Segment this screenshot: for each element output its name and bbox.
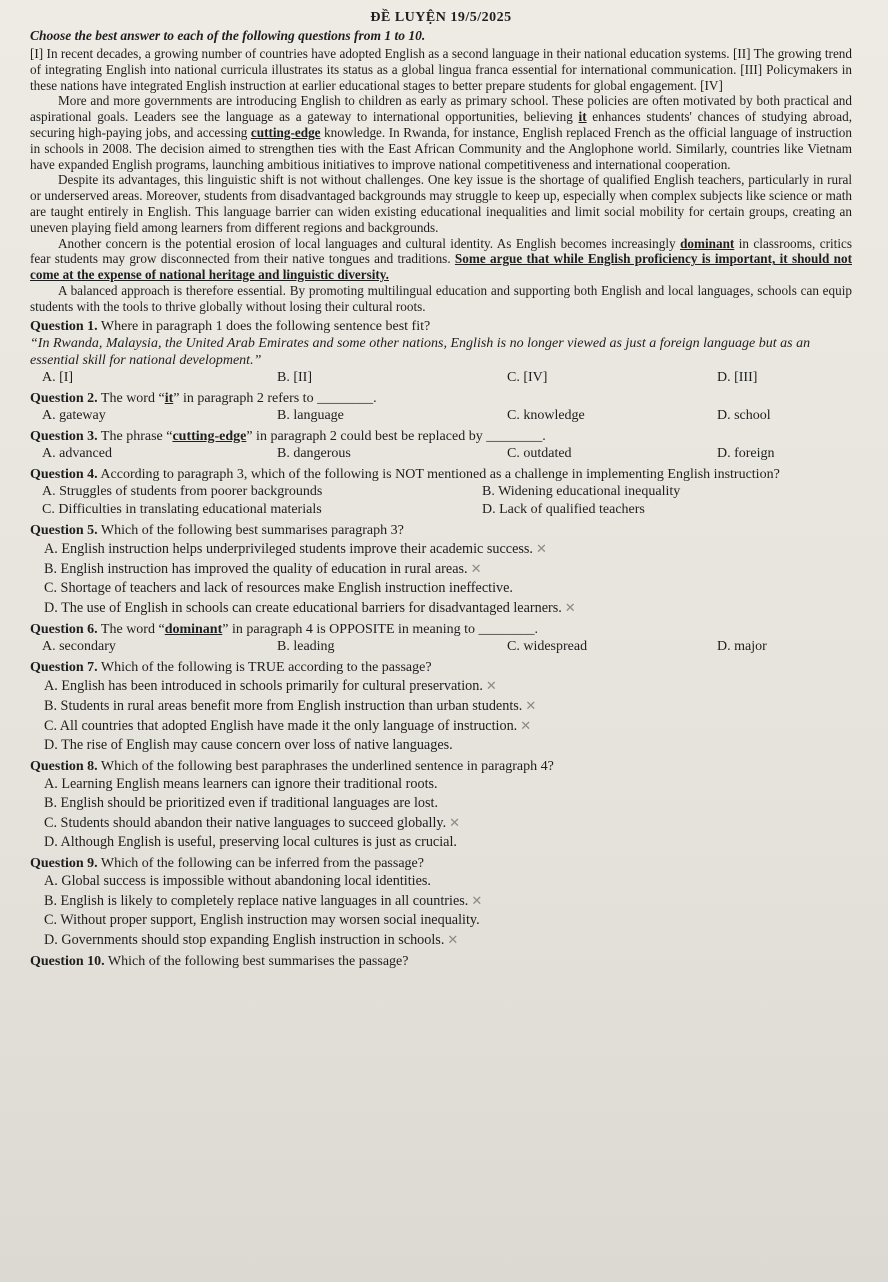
q1-option-c[interactable]: C. [IV]	[507, 369, 548, 385]
passage-paragraph-2	[30, 93, 852, 172]
p2-word-cutting-edge: cutting-edge	[250, 124, 321, 140]
q6-word: dominant	[164, 621, 223, 637]
q9-option-a[interactable]: A. Global success is impossible without abandoning local identities.	[44, 872, 431, 889]
q3-option-b[interactable]: B. dangerous	[277, 445, 351, 461]
q1-stem: Where in paragraph 1 does the following sentence best fit?	[97, 318, 431, 334]
q7-option-a[interactable]	[44, 676, 852, 696]
question-4	[30, 466, 852, 483]
question-5	[30, 522, 852, 539]
q2-option-b[interactable]: B. language	[277, 407, 344, 423]
q2-option-c[interactable]: C. knowledge	[507, 407, 585, 423]
q3-stem-a: The phrase “	[97, 428, 173, 444]
q3-options	[42, 445, 852, 463]
q5-option-b[interactable]	[44, 559, 852, 579]
cross-mark-icon: ✕	[525, 697, 537, 713]
question-7	[30, 659, 852, 676]
q7-option-b[interactable]	[44, 696, 852, 716]
q1-options	[42, 369, 852, 387]
passage-paragraph-4	[30, 236, 852, 283]
q1-quote: “In Rwanda, Malaysia, the United Arab Emirates and some other nations, English is no longer viewed as just a foreign language but as an essential skill for national development.”	[30, 335, 811, 368]
q4-option-b[interactable]: B. Widening educational inequality	[482, 483, 681, 499]
question-6	[30, 621, 852, 638]
q9-stem: Which of the following can be inferred from the passage?	[97, 855, 424, 871]
q8-option-a[interactable]: A. Learning English means learners can ignore their traditional roots.	[44, 775, 438, 792]
q5-stem: Which of the following best summarises paragraph 3?	[97, 522, 404, 538]
q9-option-b[interactable]	[44, 891, 852, 911]
q5-option-d[interactable]	[44, 598, 852, 618]
q6-option-b[interactable]: B. leading	[277, 638, 335, 654]
cross-mark-icon: ✕	[520, 717, 532, 733]
q9-option-d-text: D. Governments should stop expanding English instruction in schools.	[44, 931, 445, 948]
q6-option-d[interactable]: D. major	[717, 638, 767, 654]
q8-option-b[interactable]: B. English should be prioritized even if traditional languages are lost.	[44, 794, 439, 811]
q8-stem: Which of the following best paraphrases the underlined sentence in paragraph 4?	[97, 758, 554, 774]
p4-underlined-sentence: Some argue that while English proficiency is important, it should not come at the expense of national heritage and linguistic diversity.	[30, 251, 852, 283]
q1-option-b[interactable]: B. [II]	[277, 369, 312, 385]
q4-number: Question 4.	[30, 466, 98, 482]
p2-text-a: More and more governments are introducing English to children as early as primary school. These policies are often motivated by both practical and aspirational goals. Leaders see the language as a gateway to international opportunities, believing	[30, 93, 852, 125]
q7-option-a-text: A. English has been introduced in schools primarily for cultural preservation.	[44, 677, 483, 694]
q7-stem: Which of the following is TRUE according to the passage?	[97, 659, 432, 675]
q3-option-c[interactable]: C. outdated	[507, 445, 572, 461]
q8-option-c[interactable]	[44, 813, 852, 833]
q4-option-a[interactable]: A. Struggles of students from poorer backgrounds	[42, 483, 323, 499]
q2-options	[42, 407, 852, 425]
q9-option-b-text: B. English is likely to completely replace native languages in all countries.	[44, 892, 469, 909]
cross-mark-icon: ✕	[447, 931, 459, 947]
q4-option-c[interactable]: C. Difficulties in translating educational materials	[42, 501, 322, 517]
q6-option-a[interactable]: A. secondary	[42, 638, 116, 654]
q8-number: Question 8.	[30, 758, 98, 774]
p4-text-a: Another concern is the potential erosion of local languages and cultural identity. As English becomes increasingly	[58, 235, 681, 251]
q9-option-c[interactable]: C. Without proper support, English instruction may worsen social inequality.	[44, 911, 480, 928]
q5-number: Question 5.	[30, 522, 98, 538]
instruction: Choose the best answer to each of the following questions from 1 to 10.	[30, 28, 426, 43]
q10-number: Question 10.	[30, 953, 105, 969]
q2-word: it	[164, 390, 174, 406]
q7-option-b-text: B. Students in rural areas benefit more from English instruction than urban students.	[44, 697, 523, 714]
q6-stem-b: ” in paragraph 4 is OPPOSITE in meaning to ________.	[222, 621, 539, 637]
q1-option-d[interactable]: D. [III]	[717, 369, 758, 385]
q6-stem-a: The word “	[97, 621, 165, 637]
cross-mark-icon: ✕	[470, 560, 482, 576]
cross-mark-icon: ✕	[485, 677, 497, 693]
q7-number: Question 7.	[30, 659, 98, 675]
question-9	[30, 855, 852, 872]
question-1	[30, 318, 852, 335]
passage-paragraph-3: Despite its advantages, this linguistic shift is not without challenges. One key issue is the shortage of qualified English teachers, particularly in rural or underserved areas. Moreover, students from disadvantaged backgrounds may struggle to keep up, especially when complex subjects like science or math are taught entirely in English. This language barrier can widen existing educational inequalities and limit social mobility for certain groups, creating an uneven playing field among learners from different regions and backgrounds.	[30, 172, 852, 235]
q3-option-a[interactable]: A. advanced	[42, 445, 112, 461]
q3-option-d[interactable]: D. foreign	[717, 445, 775, 461]
q3-word: cutting-edge	[172, 428, 247, 444]
q7-option-d[interactable]: D. The rise of English may cause concern over loss of native languages.	[44, 736, 453, 753]
q4-stem: According to paragraph 3, which of the following is NOT mentioned as a challenge in implementing English instruction?	[97, 466, 780, 482]
p4-text-b: in classrooms, critics fear students may grow disconnected from their native tongues and traditions.	[30, 235, 852, 267]
cross-mark-icon: ✕	[535, 540, 547, 556]
q1-option-a[interactable]: A. [I]	[42, 369, 74, 385]
q8-option-c-text: C. Students should abandon their native languages to succeed globally.	[44, 814, 447, 831]
passage-paragraph-5: A balanced approach is therefore essential. By promoting multilingual education and supporting both English and local languages, schools can equip students with the tools to thrive globally without losing their cultural roots.	[30, 282, 852, 314]
q10-stem: Which of the following best summarises the passage?	[104, 953, 409, 969]
question-10	[30, 953, 852, 970]
q4-options	[42, 483, 852, 519]
q6-option-c[interactable]: C. widespread	[507, 638, 588, 654]
p2-word-it: it	[578, 109, 587, 125]
q5-option-a[interactable]	[44, 539, 852, 559]
p4-word-dominant: dominant	[680, 235, 735, 251]
q9-option-d[interactable]	[44, 930, 852, 950]
cross-mark-icon: ✕	[564, 599, 576, 615]
q6-number: Question 6.	[30, 621, 98, 637]
cross-mark-icon: ✕	[471, 892, 483, 908]
q3-number: Question 3.	[30, 428, 98, 444]
q7-option-c-text: C. All countries that adopted English have made it the only language of instruction.	[44, 717, 518, 734]
question-8	[30, 758, 852, 775]
p2-text-b: enhances students' chances of studying abroad, securing high-paying jobs, and accessing	[30, 109, 852, 140]
question-3	[30, 428, 852, 445]
q2-stem-a: The word “	[97, 390, 165, 406]
q7-option-c[interactable]	[44, 716, 852, 736]
q1-number: Question 1.	[30, 318, 98, 334]
question-2	[30, 390, 852, 407]
q5-option-a-text: A. English instruction helps underprivileged students improve their academic success.	[44, 540, 533, 557]
q8-option-d[interactable]: D. Although English is useful, preserving local cultures is just as crucial.	[44, 833, 457, 850]
q6-options	[42, 638, 852, 656]
q3-stem-b: ” in paragraph 2 could best be replaced by ________.	[246, 428, 546, 444]
q5-option-d-text: D. The use of English in schools can create educational barriers for disadvantaged learners.	[44, 599, 562, 616]
q2-option-a[interactable]: A. gateway	[42, 407, 106, 423]
q2-number: Question 2.	[30, 390, 98, 406]
cross-mark-icon: ✕	[449, 814, 461, 830]
q4-option-d[interactable]: D. Lack of qualified teachers	[482, 501, 645, 517]
q5-option-c[interactable]: C. Shortage of teachers and lack of resources make English instruction ineffective.	[44, 579, 513, 596]
q2-option-d[interactable]: D. school	[717, 407, 771, 423]
page-title: ĐỀ LUYỆN 19/5/2025	[370, 10, 512, 25]
q9-number: Question 9.	[30, 855, 98, 871]
p2-text-c: knowledge. In Rwanda, for instance, English replaced French as the official language of instruction in schools in 2008. The decision aimed to strengthen ties with the East African Community and the Anglophone world. Similarly, countries like Vietnam have expanded English programs, launching ambitious initiatives to improve national competitiveness and international cooperation.	[30, 124, 852, 172]
q5-option-b-text: B. English instruction has improved the quality of education in rural areas.	[44, 560, 468, 577]
q2-stem-b: ” in paragraph 2 refers to ________.	[173, 390, 377, 406]
passage-paragraph-1: [I] In recent decades, a growing number of countries have adopted English as a second language in their national education systems. [II] The growing trend of integrating English into national curricula illustrates its status as a global lingua franca essential for international communication. [III] Policymakers in these nations have integrated English instruction at earlier educational stages to better prepare students for global engagement. [IV]	[30, 46, 852, 93]
